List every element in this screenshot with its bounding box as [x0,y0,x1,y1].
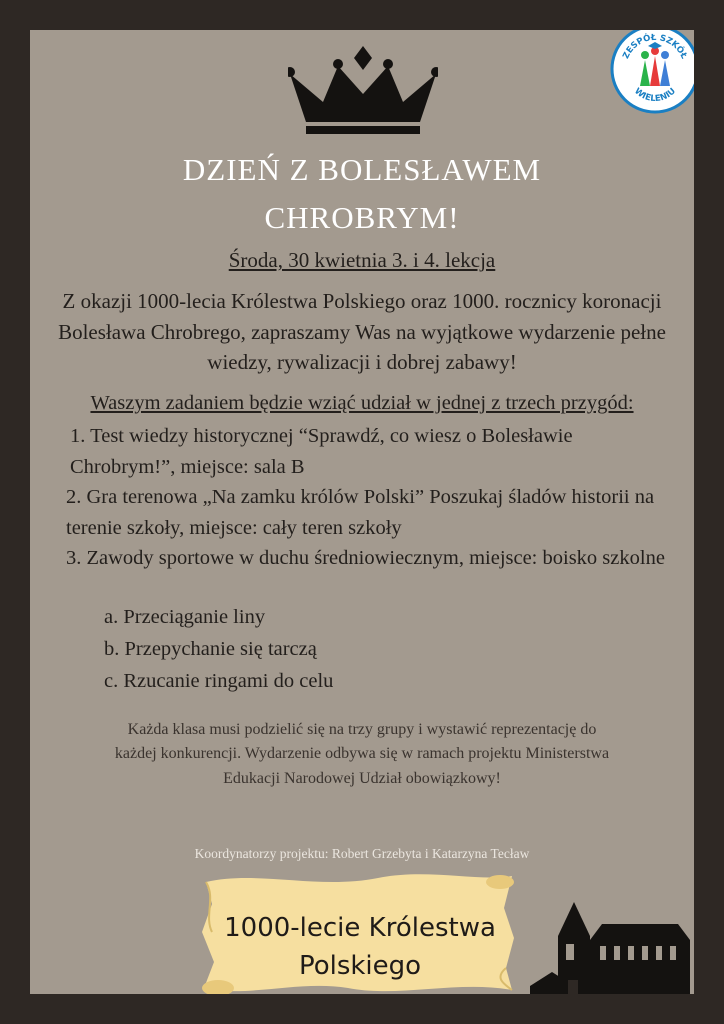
tasks-heading: Waszym zadaniem będzie wziąć udział w jednej z trzech przygód: [90,392,634,414]
poster-title-line1: DZIEŃ Z BOLESŁAWEM [182,152,542,187]
banner-line1: 1000-lecie Królestwa [224,913,496,943]
logo-top-text: ZESPÓŁ SZKÓŁ [621,32,689,61]
poster-title-line2: CHROBRYM! [264,200,460,235]
logo-bottom-text: WIELENIU [632,86,678,105]
event-date: Środa, 30 kwietnia 3. i 4. lekcja [228,248,496,272]
school-logo [610,30,694,114]
crown-icon [288,44,438,138]
banner-text [210,909,510,985]
note-text: Każda klasa musi podzielić się na trzy grupy i wystawić reprezentację do każdej konkurencji. Wydarzenie odbywa się w ramach projektu Ministerstwa Edukacji Narodowej Udział obowiązkowy! [114,721,610,787]
subtask-b: b. Przepychanie się tarczą [104,638,317,660]
coordinators-text: Koordynatorzy projektu: Robert Grzebyta i Katarzyna Tecław [194,846,530,861]
task-item-2: 2. Gra terenowa „Na zamku królów Polski” Poszukaj śladów historii na terenie szkoły, miejsce: cały teren szkoły [66,486,655,539]
task-item-1: 1. Test wiedzy historycznej “Sprawdź, co wiesz o Bolesławie Chrobrym!”, miejsce: sala B [70,425,573,478]
poster [30,30,694,994]
intro-text: Z okazji 1000-lecia Królestwa Polskiego oraz 1000. rocznicy koronacji Bolesława Chrobrego, zapraszamy Was na wyjątkowe wydarzenie pełne wiedzy, rywalizacji i dobrej zabawy! [58,289,666,374]
castle-silhouette-icon [530,894,694,994]
task-item-3: 3. Zawody sportowe w duchu średniowiecznym, miejsce: boisko szkolne [66,547,665,569]
banner-line2: Polskiego [298,951,422,981]
subtask-a: a. Przeciąganie liny [104,606,266,628]
subtask-c: c. Rzucanie ringami do celu [104,670,334,692]
